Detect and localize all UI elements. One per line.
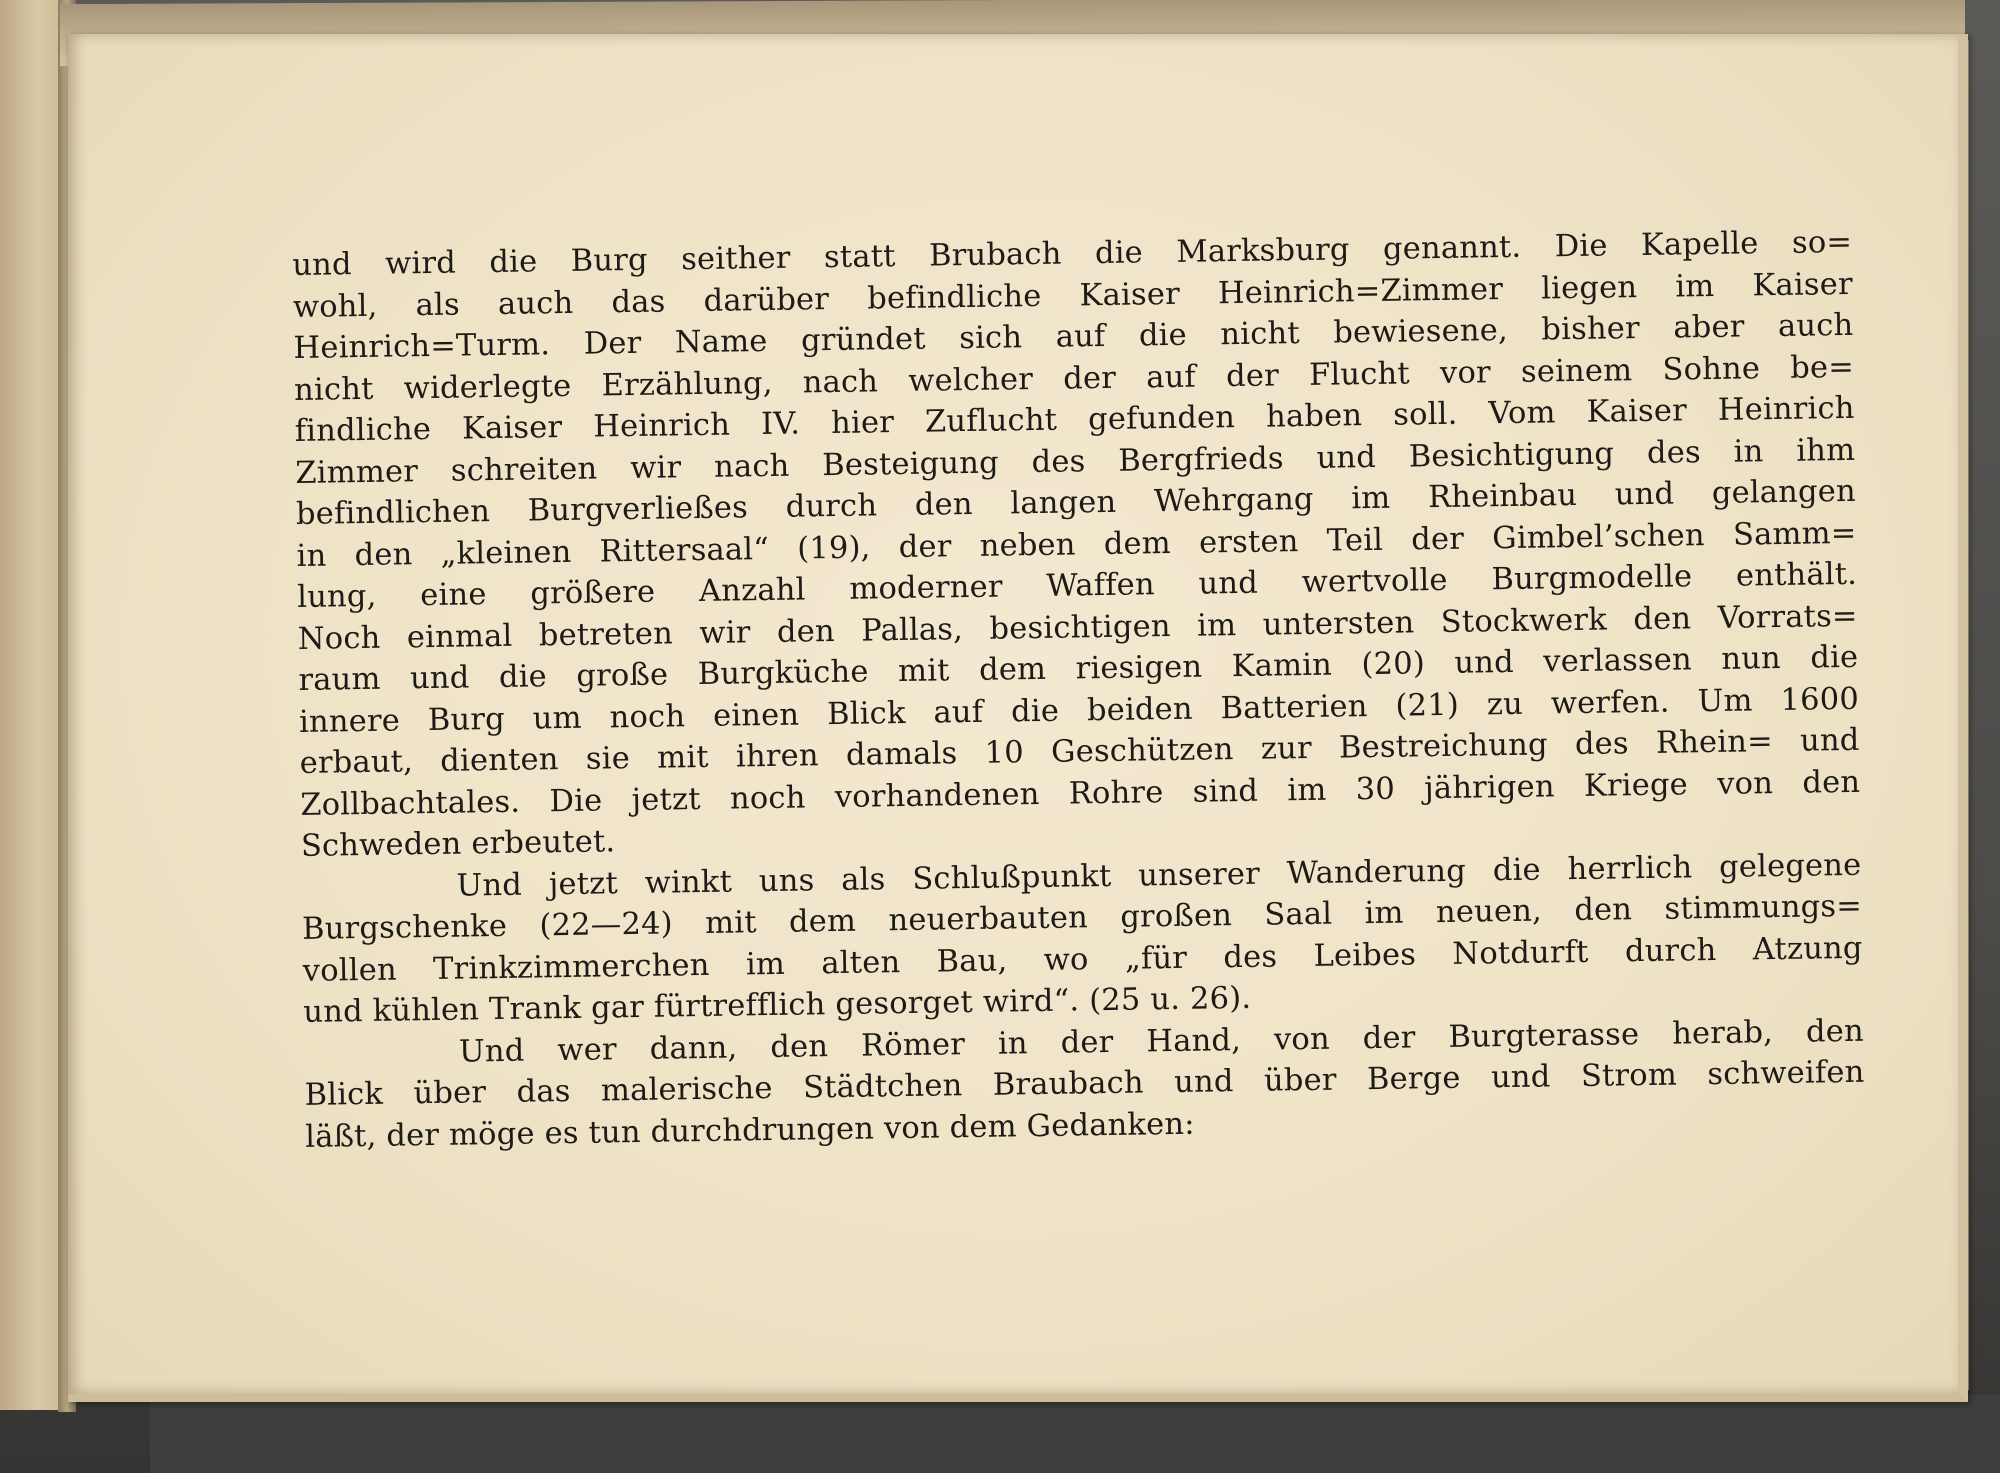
text-line: nicht widerlegte Erzählung, nach welcher der auf der Flucht vor seinem Sohne be=: [293, 349, 1855, 408]
page-text-block: [292, 222, 1865, 1158]
text-line: innere Burg um noch einen Blick auf die beiden Batterien (21) zu werfen. Um 1600: [298, 681, 1860, 740]
text-line: Heinrich=Turm. Der Name gründet sich auf die nicht bewiesene, bisher aber auch: [293, 307, 1854, 366]
text-line: vollen Trinkzimmerchen im alten Bau, wo „für des Leibes Notdurft durch Atzung: [302, 930, 1863, 989]
text-line: Zollbachtales. Die jetzt noch vorhandenen Rohre sind im 30 jährigen Kriege von den: [300, 764, 1861, 823]
text-line: Blick über das malerische Städtchen Braubach und über Berge und Strom schweifen: [304, 1054, 1865, 1113]
text-line: raum und die große Burgküche mit dem riesigen Kamin (20) und verlassen nun die: [298, 639, 1859, 698]
text-line: läßt, der möge es tun durchdrungen von dem Gedanken:: [304, 1106, 1195, 1155]
text-line: Burgschenke (22—24) mit dem neuerbauten großen Saal im neuen, den stimmungs=: [301, 888, 1863, 947]
text-line: findliche Kaiser Heinrich IV. hier Zuflucht gefunden haben soll. Vom Kaiser Heinrich: [294, 390, 1855, 449]
paragraph-start-line: Und wer dann, den Römer in der Hand, von der Burgterasse herab, den: [458, 1013, 1865, 1070]
text-line: befindlichen Burgverließes durch den langen Wehrgang im Rheinbau und gelangen: [295, 473, 1857, 532]
text-line: wohl, als auch das darüber befindliche Kaiser Heinrich=Zimmer liegen im Kaiser: [292, 266, 1854, 325]
text-line: Zimmer schreiten wir nach Besteigung des Bergfrieds und Besichtigung des in ihm: [295, 432, 1856, 491]
text-line: Schweden erbeutet.: [300, 824, 616, 864]
text-line: Noch einmal betreten wir den Pallas, besichtigen im untersten Stockwerk den Vorrats=: [297, 598, 1858, 657]
paragraph-start-line: Und jetzt winkt uns als Schlußpunkt unserer Wanderung die herrlich gelegene: [456, 847, 1862, 904]
scan-table-shadow: [150, 1395, 2000, 1473]
text-line: in den „kleinen Rittersaal“ (19), der neben dem ersten Teil der Gimbel’schen Samm=: [296, 515, 1857, 574]
text-line: und wird die Burg seither statt Brubach die Marksburg genannt. Die Kapelle so=: [292, 224, 1853, 283]
text-line: lung, eine größere Anzahl moderner Waffen und wertvolle Burgmodelle enthält.: [296, 556, 1858, 615]
text-line: erbaut, dienten sie mit ihren damals 10 Geschützen zur Bestreichung des Rhein= und: [299, 722, 1860, 781]
text-line: und kühlen Trank gar fürtrefflich gesorget wird“. (25 u. 26).: [303, 980, 1252, 1030]
